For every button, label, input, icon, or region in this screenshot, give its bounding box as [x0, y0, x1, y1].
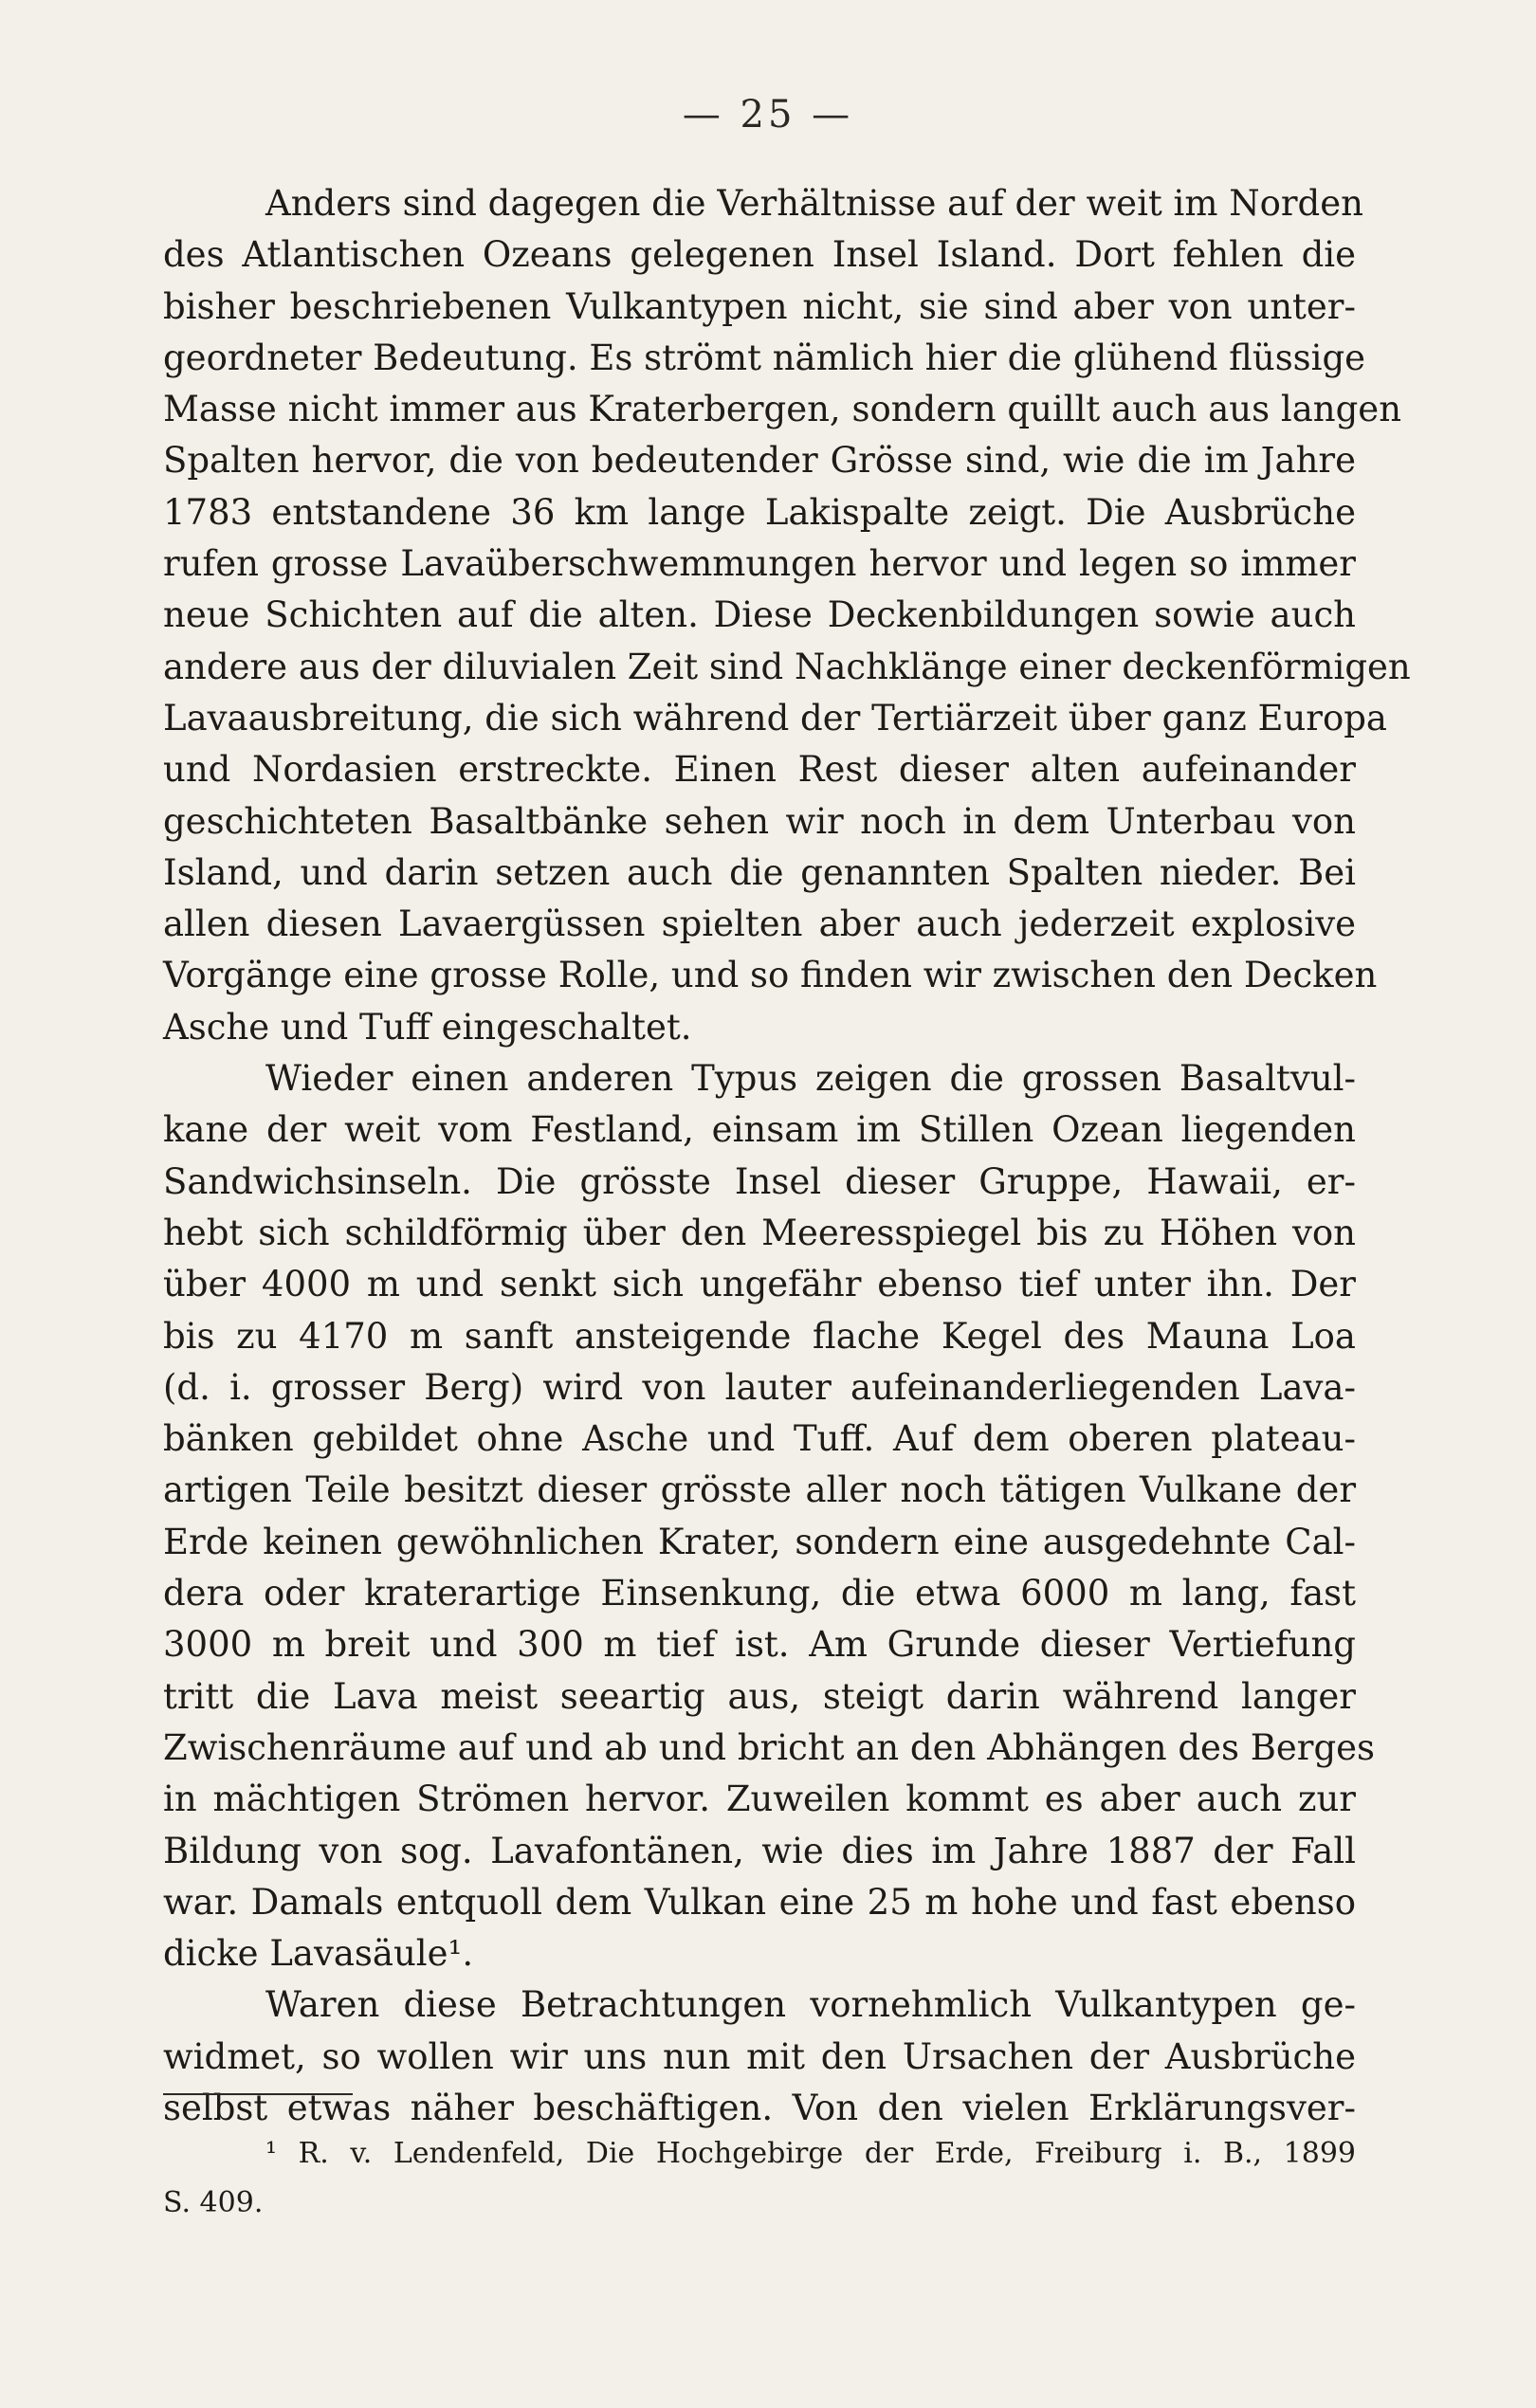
- text-line: Sandwichsinseln. Die grösste Insel dieser Gruppe, Hawaii, er-: [163, 1160, 1356, 1202]
- text-line: artigen Teile besitzt dieser grösste aller noch tätigen Vulkane der: [163, 1469, 1356, 1511]
- text-line: dicke Lavasäule¹.: [163, 1933, 474, 1975]
- footnote: [163, 2129, 1356, 2228]
- text-line: widmet, so wollen wir uns nun mit den Ursachen der Ausbrüche: [163, 2035, 1356, 2077]
- text-line: Masse nicht immer aus Kraterbergen, sondern quillt auch aus langen: [163, 389, 1402, 430]
- text-line: Island, und darin setzen auch die genannten Spalten nieder. Bei: [163, 851, 1356, 893]
- footnote-line: S. 409.: [163, 2186, 264, 2219]
- text-line: Waren diese Betrachtungen vornehmlich Vulkantypen ge-: [265, 1984, 1356, 2026]
- text-line: selbst etwas näher beschäftigen. Von den vielen Erklärungsver-: [163, 2087, 1356, 2128]
- text-line: rufen grosse Lavaüberschwemmungen hervor und legen so immer: [163, 543, 1356, 585]
- text-line: Asche und Tuff eingeschaltet.: [163, 1006, 692, 1048]
- text-line: andere aus der diluvialen Zeit sind Nachklänge einer deckenförmigen: [163, 646, 1411, 687]
- text-line: und Nordasien erstreckte. Einen Rest dieser alten aufeinander: [163, 749, 1356, 791]
- footnote-line: ¹ R. v. Lendenfeld, Die Hochgebirge der Erde, Freiburg i. B., 1899: [265, 2137, 1356, 2170]
- text-line: hebt sich schildförmig über den Meeresspiegel bis zu Höhen von: [163, 1212, 1356, 1253]
- text-line: 3000 m breit und 300 m tief ist. Am Grunde dieser Vertiefung: [163, 1624, 1356, 1666]
- text-line: dera oder kraterartige Einsenkung, die etwa 6000 m lang, fast: [163, 1573, 1356, 1614]
- text-line: 1783 entstandene 36 km lange Lakispalte zeigt. Die Ausbrüche: [163, 491, 1356, 533]
- text-line: geordneter Bedeutung. Es strömt nämlich hier die glühend flüssige: [163, 337, 1366, 378]
- text-line: bis zu 4170 m sanft ansteigende flache Kegel des Mauna Loa: [163, 1315, 1356, 1357]
- text-line: (d. i. grosser Berg) wird von lauter aufeinanderliegenden Lava-: [163, 1366, 1356, 1408]
- text-line: geschichteten Basaltbänke sehen wir noch in dem Unterbau von: [163, 800, 1356, 842]
- text-line: Lavaausbreitung, die sich während der Tertiärzeit über ganz Europa: [163, 697, 1387, 739]
- text-line: Wieder einen anderen Typus zeigen die grossen Basaltvul-: [265, 1058, 1356, 1100]
- text-line: in mächtigen Strömen hervor. Zuweilen kommt es aber auch zur: [163, 1779, 1356, 1820]
- text-line: Anders sind dagegen die Verhältnisse auf der weit im Norden: [265, 183, 1363, 224]
- page-number: — 25 —: [682, 93, 854, 137]
- text-line: Spalten hervor, die von bedeutender Grösse sind, wie die im Jahre: [163, 440, 1356, 482]
- text-line: neue Schichten auf die alten. Diese Deckenbildungen sowie auch: [163, 594, 1356, 636]
- text-line: bänken gebildet ohne Asche und Tuff. Auf dem oberen plateau-: [163, 1418, 1356, 1460]
- text-line: allen diesen Lavaergüssen spielten aber auch jederzeit explosive: [163, 903, 1356, 945]
- text-line: Erde keinen gewöhnlichen Krater, sondern eine ausgedehnte Cal-: [163, 1521, 1356, 1562]
- body-text: [163, 178, 1411, 2134]
- text-line: war. Damals entquoll dem Vulkan eine 25 m hohe und fast ebenso: [163, 1881, 1356, 1923]
- text-line: tritt die Lava meist seeartig aus, steigt darin während langer: [163, 1675, 1356, 1717]
- text-line: Zwischenräume auf und ab und bricht an den Abhängen des Berges: [163, 1726, 1376, 1768]
- footnote-divider: [163, 2093, 353, 2095]
- text-line: des Atlantischen Ozeans gelegenen Insel Island. Dort fehlen die: [163, 234, 1356, 276]
- text-line: bisher beschriebenen Vulkantypen nicht, sie sind aber von unter-: [163, 285, 1356, 327]
- text-line: kane der weit vom Festland, einsam im Stillen Ozean liegenden: [163, 1109, 1356, 1151]
- text-line: Vorgänge eine grosse Rolle, und so finden wir zwischen den Decken: [163, 955, 1378, 996]
- text-line: über 4000 m und senkt sich ungefähr ebenso tief unter ihn. Der: [163, 1264, 1356, 1305]
- text-line: Bildung von sog. Lavafontänen, wie dies im Jahre 1887 der Fall: [163, 1830, 1356, 1871]
